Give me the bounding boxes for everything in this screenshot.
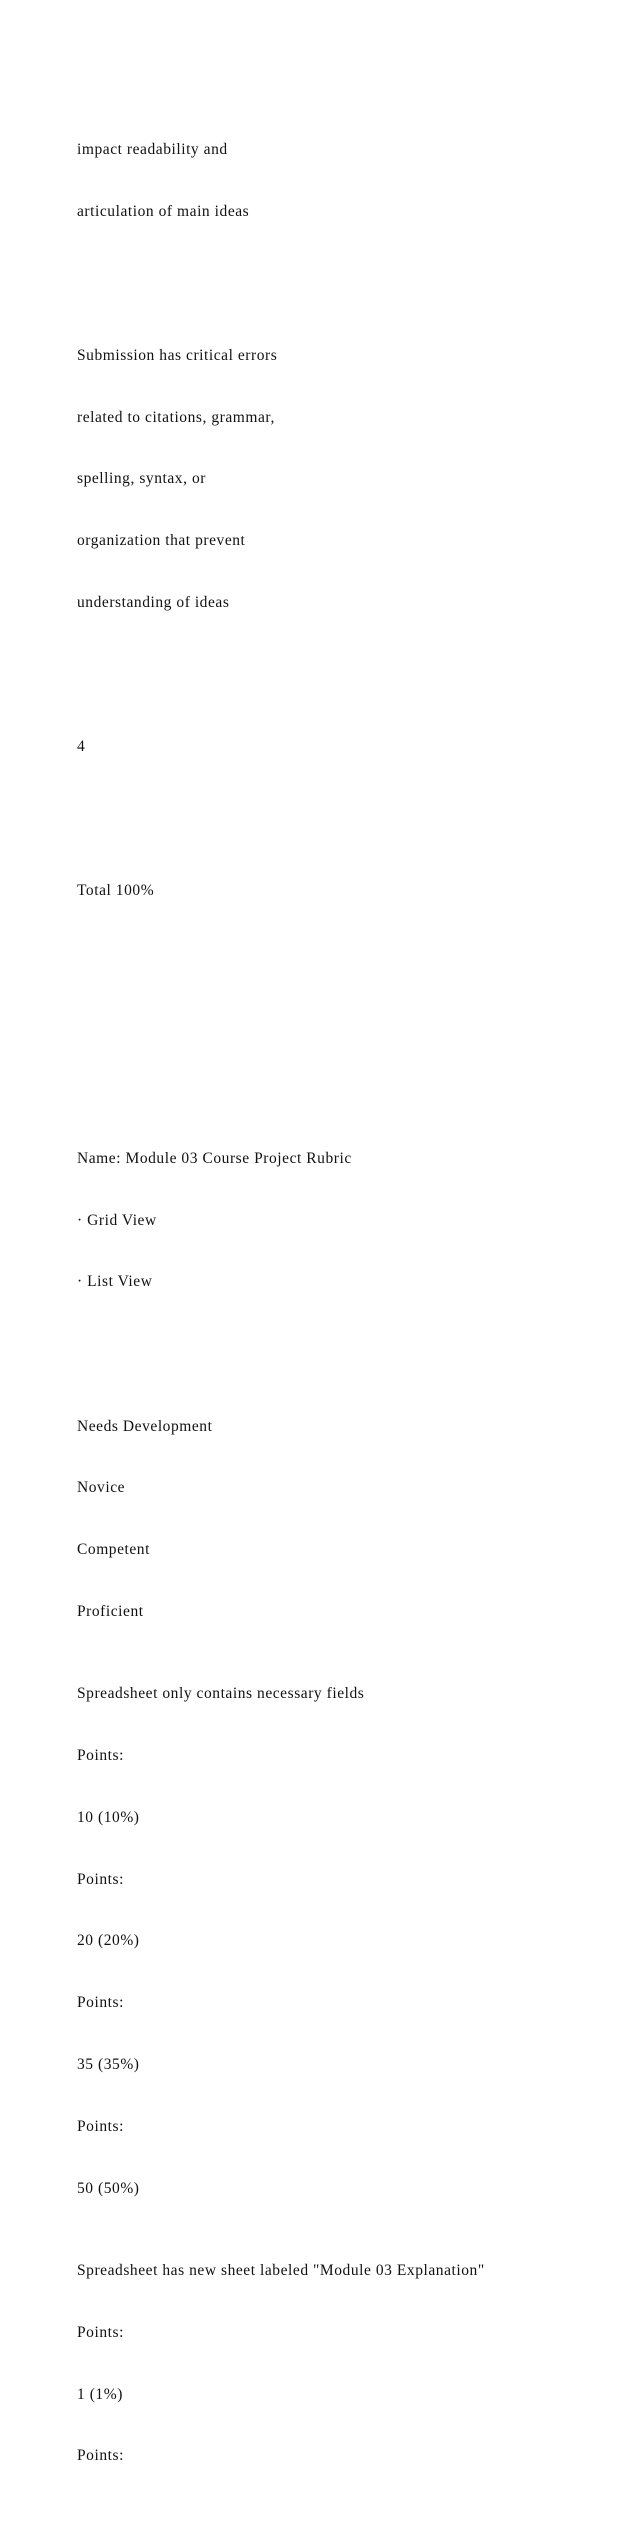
blank-line	[77, 263, 617, 284]
criterion-title: Spreadsheet only contains necessary fields	[77, 1685, 365, 1703]
points-value: 10 (10%)	[77, 1808, 140, 1826]
level-proficient: Proficient	[77, 1602, 144, 1620]
points-label: Points:	[77, 1747, 124, 1765]
level-needs-development: Needs Development	[77, 1417, 213, 1435]
score-value: 4	[77, 738, 86, 755]
points-value: 1 (1%)	[77, 2385, 123, 2403]
text-line: understanding of ideas	[77, 593, 230, 611]
list-view-item: · List View	[77, 1273, 153, 1291]
criterion-title: Spreadsheet has new sheet labeled "Module 03 Explanation"	[77, 2261, 485, 2279]
text-line: articulation of main ideas	[77, 202, 250, 220]
total-line: Total 100%	[77, 882, 155, 900]
points-label: Points:	[77, 1994, 124, 2012]
blank-line	[77, 1334, 617, 1355]
level-novice: Novice	[77, 1479, 126, 1497]
text-line: Submission has critical errors	[77, 346, 278, 364]
document-text	[77, 78, 617, 2529]
text-line: impact readability and	[77, 140, 228, 158]
points-label: Points:	[77, 2117, 124, 2135]
level-competent: Competent	[77, 1541, 150, 1559]
text-line: related to citations, grammar,	[77, 408, 275, 426]
blank-line	[77, 943, 617, 964]
text-line: organization that prevent	[77, 532, 246, 550]
blank-line	[77, 1067, 617, 1088]
points-value: 50 (50%)	[77, 2179, 140, 2197]
blank-line	[77, 1005, 617, 1026]
blank-line	[77, 799, 617, 820]
points-label: Points:	[77, 2323, 124, 2341]
points-value: 20 (20%)	[77, 1932, 140, 1950]
rubric-name: Name: Module 03 Course Project Rubric	[77, 1149, 352, 1167]
blank-line	[77, 655, 617, 676]
points-label: Points:	[77, 2447, 124, 2465]
text-line: spelling, syntax, or	[77, 470, 206, 488]
points-value: 35 (35%)	[77, 2056, 140, 2073]
points-label: Points:	[77, 1870, 124, 1888]
grid-view-item: · Grid View	[77, 1211, 157, 1229]
